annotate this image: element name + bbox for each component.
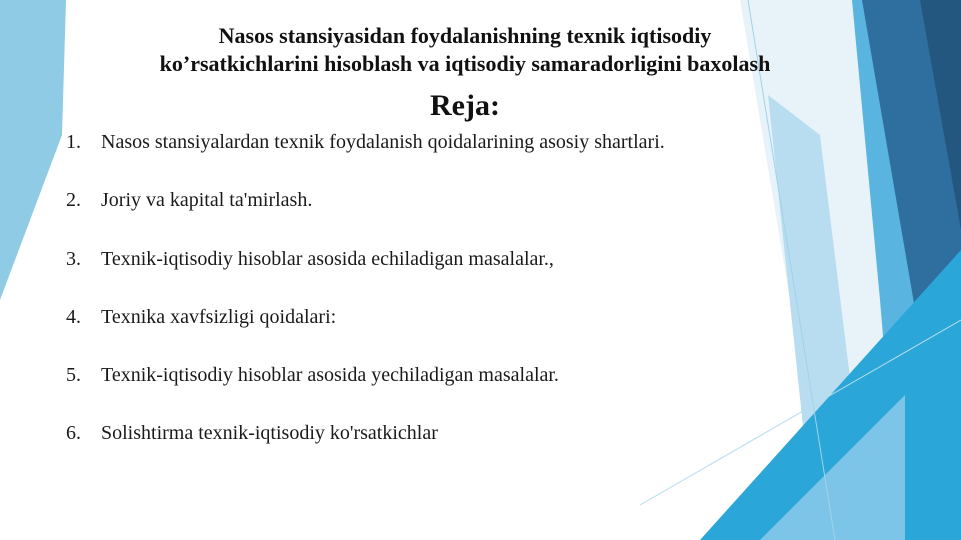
left-decor-shape	[0, 0, 66, 300]
plan-item-3	[66, 245, 554, 273]
plan-item-text: Solishtirma texnik-iqtisodiy ko'rsatkichlar	[101, 422, 438, 444]
plan-item-number: 4.	[66, 306, 81, 328]
plan-item-text: Texnik-iqtisodiy hisoblar asosida echiladigan masalalar.,	[101, 248, 554, 270]
plan-item-number: 5.	[66, 364, 81, 386]
plan-item-5	[66, 361, 559, 389]
plan-item-2	[66, 186, 312, 214]
slide-title-line-2: ko’rsatkichlarini hisoblash va iqtisodiy samaradorligini baxolash	[159, 51, 771, 76]
plan-item-text: Joriy va kapital ta'mirlash.	[101, 189, 313, 211]
plan-item-4	[66, 303, 336, 331]
plan-item-number: 6.	[66, 422, 81, 444]
plan-item-number: 3.	[66, 248, 81, 270]
plan-item-text: Texnik-iqtisodiy hisoblar asosida yechiladigan masalalar.	[101, 364, 559, 386]
plan-heading: Reja:	[430, 89, 500, 122]
slide-title	[100, 22, 830, 78]
plan-item-text: Nasos stansiyalardan texnik foydalanish qoidalarining asosiy shartlari.	[101, 131, 665, 153]
plan-item-6	[66, 419, 438, 447]
plan-item-text: Texnika xavfsizligi qoidalari:	[101, 306, 337, 328]
slide-title-line-1: Nasos stansiyasidan foydalanishning texnik iqtisodiy	[218, 23, 712, 48]
plan-item-number: 1.	[66, 131, 81, 153]
plan-item-number: 2.	[66, 189, 81, 211]
plan-item-1	[66, 128, 665, 156]
